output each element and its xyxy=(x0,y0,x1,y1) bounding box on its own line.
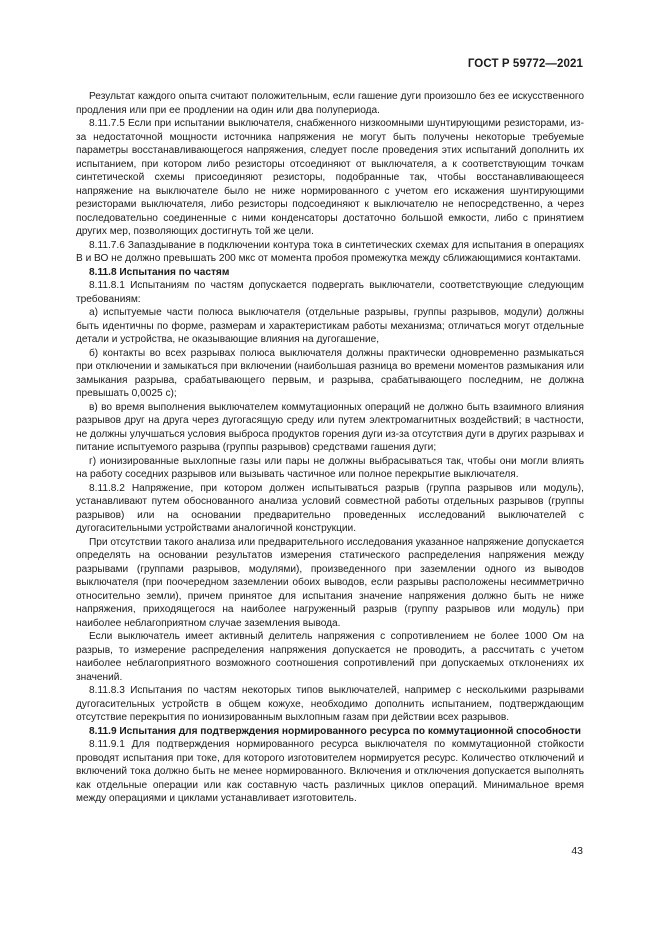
page-number: 43 xyxy=(571,845,583,857)
section-heading-8-11-9: 8.11.9 Испытания для подтверждения нормированного ресурса по коммутационной способности xyxy=(89,725,581,737)
paragraph-result: Результат каждого опыта считают положительным, если гашение дуги произошло без ее искусственного продления или при ее продлении на один или два полупериода. xyxy=(76,91,584,116)
clause-8-11-8-1: 8.11.8.1 Испытаниям по частям допускается подвергать выключатели, соответствующие следующим требованиям: xyxy=(76,280,584,305)
list-item-v: в) во время выполнения выключателем коммутационных операций не должно быть взаимного влияния разрывов друг на друга через дугогасящую среду или путем электромагнитных воздействий; в частности, не должны улучшаться условия выброса продуктов горения дуги из-за отсутствия дуги в других разрывах и питание испытуемого разрыва (группы разрывов) средствами гашения дуги; xyxy=(76,401,584,453)
list-item-b: б) контакты во всех разрывах полюса выключателя должны практически одновременно размыкаться при отключении и замыкаться при включении (наибольшая разница во времени моментов размыкания или замыкания разрыва, срабатывающего первым, и разрыва, срабатывающего последним, не должна превышать 0,0025 с); xyxy=(76,347,584,399)
document-body xyxy=(76,90,584,806)
clause-8-11-7-6: 8.11.7.6 Запаздывание в подключении контура тока в синтетических схемах для испытания в операциях В и ВО не должно превышать 200 мкс от момента пробоя промежутка между сближающимися контактами. xyxy=(76,239,584,264)
paragraph-voltage-divider: Если выключатель имеет активный делитель напряжения с сопротивлением не более 1000 Ом на разрыв, то измерение распределения напряжения допускается не проводить, а рассчитать с учетом наиболее неблагоприятного возможного соотношения сопротивлений при допускаемых отклонениях их значений. xyxy=(76,631,584,683)
document-header: ГОСТ Р 59772—2021 xyxy=(467,58,583,70)
clause-8-11-9-1: 8.11.9.1 Для подтверждения нормированного ресурса выключателя по коммутационной стойкости проводят испытания при токе, для которого изготовителем нормируется ресурс. Количество отключений и включений тока должно быть не менее нормированного. Включения и отключения допускается выполнять как отдельные операции или как составную часть различных циклов операций. Минимальное время между операциями и циклами устанавливает изготовитель. xyxy=(76,739,584,804)
list-item-g: г) ионизированные выхлопные газы или пары не должны выбрасываться так, чтобы они могли влиять на работу соседних разрывов или вызывать частичное или полное перекрытие выключателя. xyxy=(76,455,584,480)
clause-8-11-8-3: 8.11.8.3 Испытания по частям некоторых типов выключателей, например с несколькими разрывами дугогасительных устройств в общем кожухе, необходимо дополнить испытанием, подтверждающим отсутствие перекрытия по ионизированным выхлопным газам при действии всех разрывов. xyxy=(76,685,584,723)
paragraph-no-analysis: При отсутствии такого анализа или предварительного исследования указанное напряжение допускается определять на основании результатов измерения статического распределения напряжения между разрывами (группами разрывов, модулями), произведенного при заземлении одного из выводов выключателя (при поочередном заземлении обоих выводов, если разрывы расположены несимметрично относительно земли), причем принятое для испытания значение напряжения должно быть не ниже напряжения, приходящегося на наиболее нагруженный разрыв (группу разрывов или модуль) при наиболее неблагоприятном случае заземления вывода. xyxy=(76,536,585,629)
clause-8-11-7-5: 8.11.7.5 Если при испытании выключателя, снабженного низкоомными шунтирующими резисторами, из-за недостаточной мощности источника напряжения не могут быть получены некоторые требуемые параметры восстанавливающегося напряжения, следует после проведения этих испытаний дополнить их испытанием, при котором либо резисторы отсоединяют от выключателя, а к соответствующим точкам синтетической схемы присоединяют резисторы, подобранные так, чтобы восстанавливающееся напряжение на выключателе было не ниже нормированного с учетом его искажения шунтирующими резисторами выключателя, либо резисторы подсоединяют к выключателю не непосредственно, а через последовательно соединенные с ними конденсаторы достаточно большой емкости, либо с принятием других мер, позволяющих достигнуть той же цели. xyxy=(76,118,584,237)
section-heading-8-11-8: 8.11.8 Испытания по частям xyxy=(89,266,230,278)
list-item-a: а) испытуемые части полюса выключателя (отдельные разрывы, группы разрывов, модули) должны быть идентичны по форме, размерам и характеристикам работы механизма; отличаться могут отдельные детали и устройства, не оказывающие влияния на дугогашение, xyxy=(76,307,584,345)
clause-8-11-8-2: 8.11.8.2 Напряжение, при котором должен испытываться разрыв (группа разрывов или модуль), устанавливают путем обоснованного анализа условий совместной работы отдельных разрывов (группы разрывов) или на основании предварительно проведенных исследований выключателей с дугогасительными устройствами аналогичной конструкции. xyxy=(76,482,584,534)
